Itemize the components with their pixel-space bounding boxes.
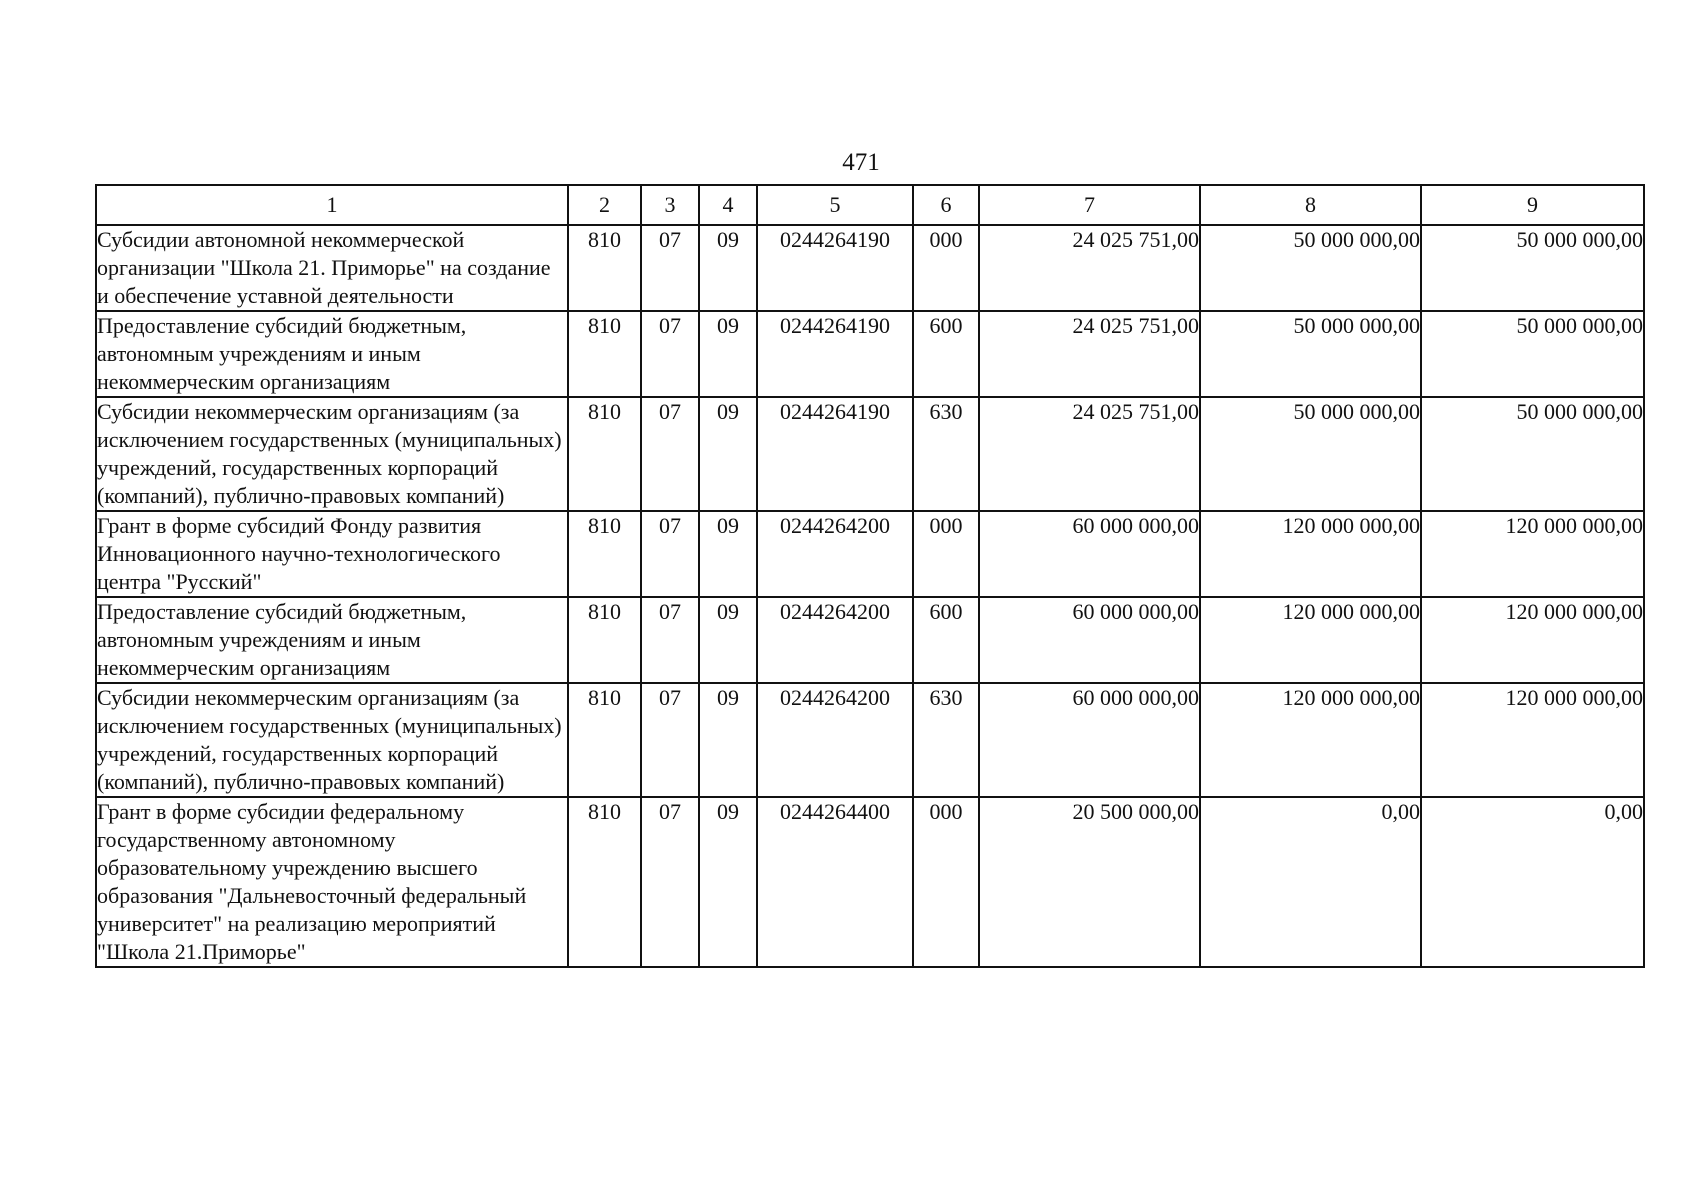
table-row bbox=[96, 225, 1644, 311]
row-podrazdel: 09 bbox=[699, 225, 757, 311]
row-vr: 600 bbox=[913, 597, 979, 683]
column-header: 3 bbox=[641, 185, 699, 225]
row-razdel: 07 bbox=[641, 797, 699, 967]
row-razdel: 07 bbox=[641, 311, 699, 397]
column-header: 1 bbox=[96, 185, 568, 225]
row-podrazdel: 09 bbox=[699, 797, 757, 967]
row-vr: 630 bbox=[913, 683, 979, 797]
header-row bbox=[96, 185, 1644, 225]
row-podrazdel: 09 bbox=[699, 511, 757, 597]
row-razdel: 07 bbox=[641, 683, 699, 797]
row-sum-col9: 120 000 000,00 bbox=[1421, 683, 1644, 797]
table-row bbox=[96, 511, 1644, 597]
row-csr: 0244264190 bbox=[757, 311, 913, 397]
row-ved: 810 bbox=[568, 225, 641, 311]
row-podrazdel: 09 bbox=[699, 311, 757, 397]
row-name: Субсидии автономной некоммерческой организации "Школа 21. Приморье" на создание и обеспечение уставной деятельности bbox=[96, 225, 568, 311]
row-name: Субсидии некоммерческим организациям (за исключением государственных (муниципальных) учреждений, государственных корпораций (компаний), публично-правовых компаний) bbox=[96, 683, 568, 797]
row-sum-col8: 120 000 000,00 bbox=[1200, 597, 1421, 683]
table-row bbox=[96, 683, 1644, 797]
row-csr: 0244264190 bbox=[757, 397, 913, 511]
row-vr: 000 bbox=[913, 225, 979, 311]
row-sum-col7: 24 025 751,00 bbox=[979, 311, 1200, 397]
row-name: Предоставление субсидий бюджетным, автономным учреждениям и иным некоммерческим организациям bbox=[96, 311, 568, 397]
row-csr: 0244264400 bbox=[757, 797, 913, 967]
row-ved: 810 bbox=[568, 311, 641, 397]
row-ved: 810 bbox=[568, 511, 641, 597]
row-ved: 810 bbox=[568, 797, 641, 967]
row-sum-col9: 120 000 000,00 bbox=[1421, 511, 1644, 597]
row-sum-col8: 120 000 000,00 bbox=[1200, 683, 1421, 797]
row-sum-col8: 120 000 000,00 bbox=[1200, 511, 1421, 597]
row-sum-col8: 50 000 000,00 bbox=[1200, 225, 1421, 311]
row-sum-col7: 60 000 000,00 bbox=[979, 683, 1200, 797]
column-header: 2 bbox=[568, 185, 641, 225]
row-vr: 000 bbox=[913, 511, 979, 597]
row-csr: 0244264200 bbox=[757, 511, 913, 597]
row-sum-col7: 60 000 000,00 bbox=[979, 511, 1200, 597]
row-sum-col8: 0,00 bbox=[1200, 797, 1421, 967]
column-header: 7 bbox=[979, 185, 1200, 225]
column-header: 5 bbox=[757, 185, 913, 225]
row-ved: 810 bbox=[568, 597, 641, 683]
table-row bbox=[96, 311, 1644, 397]
row-sum-col9: 50 000 000,00 bbox=[1421, 311, 1644, 397]
row-sum-col9: 50 000 000,00 bbox=[1421, 225, 1644, 311]
row-razdel: 07 bbox=[641, 397, 699, 511]
row-name: Грант в форме субсидии федеральному государственному автономному образовательному учреждению высшего образования "Дальневосточный федеральный университет" на реализацию мероприятий "Школа 21.Приморье" bbox=[96, 797, 568, 967]
row-name: Грант в форме субсидий Фонду развития Инновационного научно-технологического центра "Русский" bbox=[96, 511, 568, 597]
row-sum-col7: 60 000 000,00 bbox=[979, 597, 1200, 683]
row-sum-col7: 20 500 000,00 bbox=[979, 797, 1200, 967]
row-ved: 810 bbox=[568, 397, 641, 511]
row-sum-col8: 50 000 000,00 bbox=[1200, 311, 1421, 397]
row-ved: 810 bbox=[568, 683, 641, 797]
table-row bbox=[96, 597, 1644, 683]
page-number: 471 bbox=[842, 149, 880, 176]
column-header: 6 bbox=[913, 185, 979, 225]
row-razdel: 07 bbox=[641, 597, 699, 683]
table-row bbox=[96, 397, 1644, 511]
row-podrazdel: 09 bbox=[699, 397, 757, 511]
row-razdel: 07 bbox=[641, 511, 699, 597]
row-vr: 600 bbox=[913, 311, 979, 397]
row-sum-col7: 24 025 751,00 bbox=[979, 397, 1200, 511]
row-name: Предоставление субсидий бюджетным, автономным учреждениям и иным некоммерческим организациям bbox=[96, 597, 568, 683]
row-vr: 000 bbox=[913, 797, 979, 967]
row-csr: 0244264200 bbox=[757, 597, 913, 683]
row-csr: 0244264200 bbox=[757, 683, 913, 797]
column-header: 9 bbox=[1421, 185, 1644, 225]
row-sum-col9: 0,00 bbox=[1421, 797, 1644, 967]
row-razdel: 07 bbox=[641, 225, 699, 311]
row-sum-col9: 120 000 000,00 bbox=[1421, 597, 1644, 683]
budget-table bbox=[95, 184, 1645, 968]
row-sum-col8: 50 000 000,00 bbox=[1200, 397, 1421, 511]
column-header: 4 bbox=[699, 185, 757, 225]
row-name: Субсидии некоммерческим организациям (за исключением государственных (муниципальных) учреждений, государственных корпораций (компаний), публично-правовых компаний) bbox=[96, 397, 568, 511]
row-sum-col9: 50 000 000,00 bbox=[1421, 397, 1644, 511]
row-vr: 630 bbox=[913, 397, 979, 511]
row-sum-col7: 24 025 751,00 bbox=[979, 225, 1200, 311]
table-row bbox=[96, 797, 1644, 967]
row-podrazdel: 09 bbox=[699, 683, 757, 797]
row-csr: 0244264190 bbox=[757, 225, 913, 311]
column-header: 8 bbox=[1200, 185, 1421, 225]
row-podrazdel: 09 bbox=[699, 597, 757, 683]
